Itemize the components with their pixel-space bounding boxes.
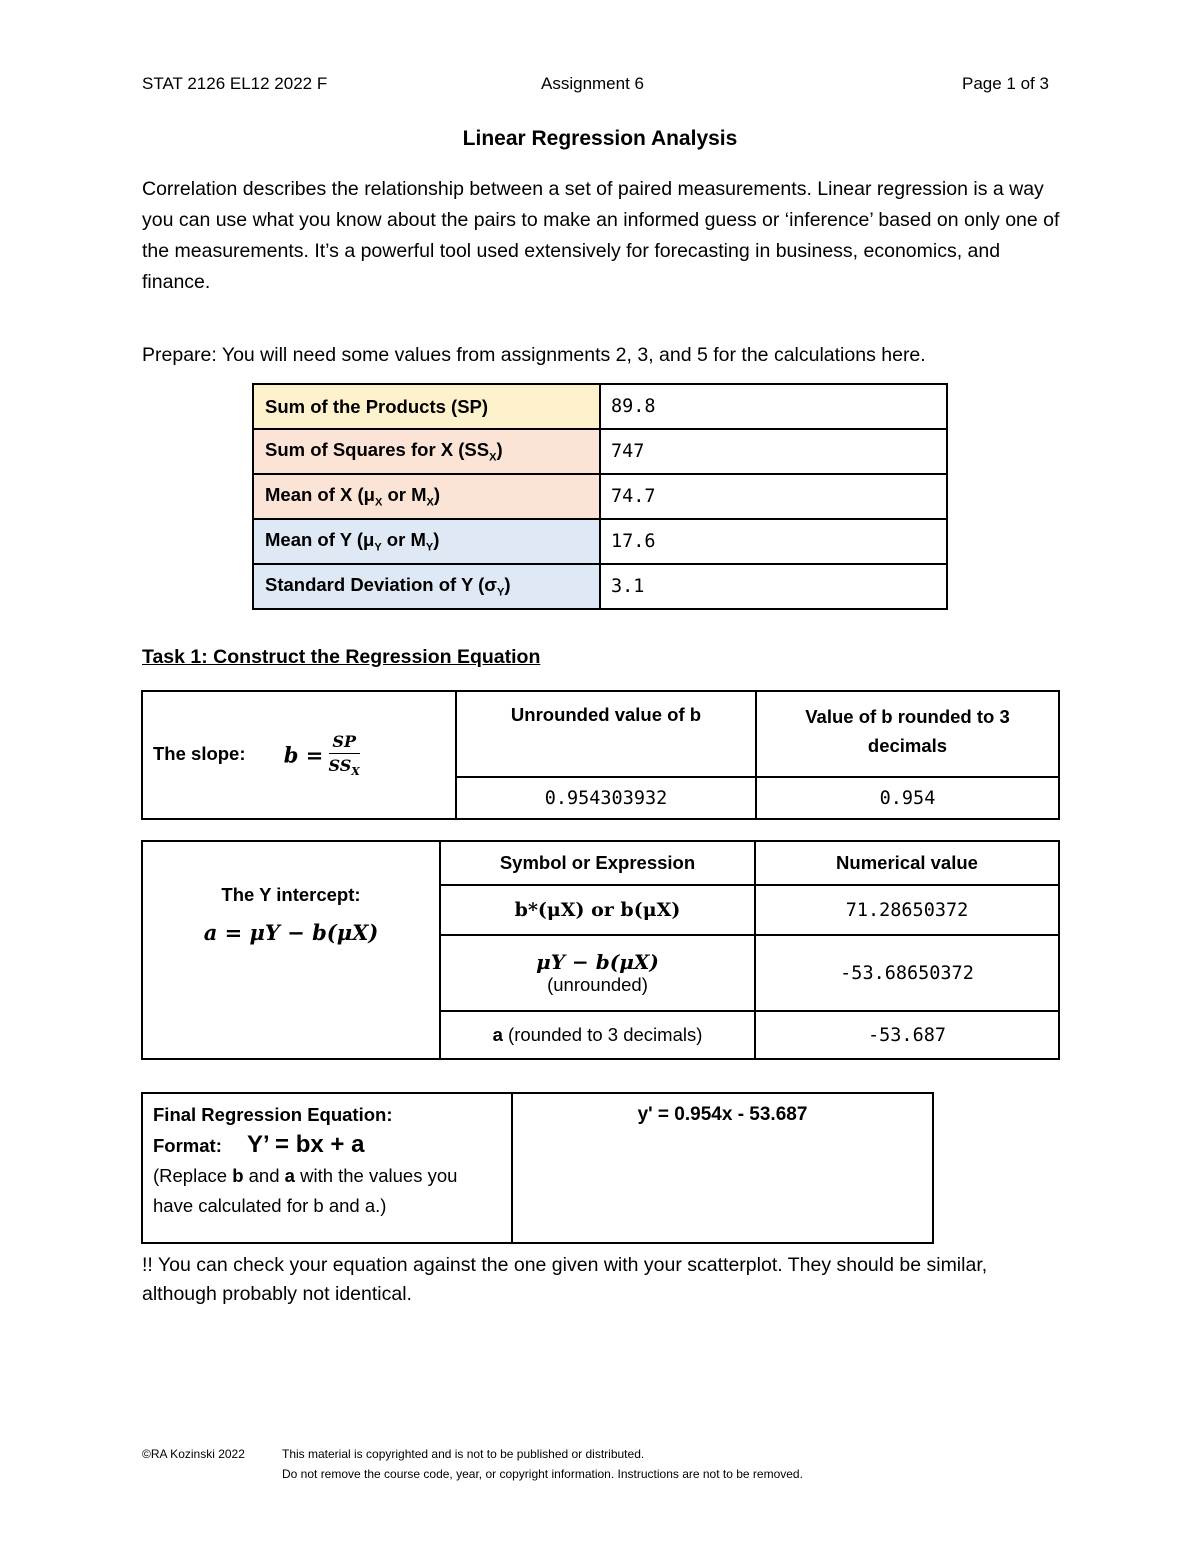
intercept-label: The Y intercept: [221,884,361,905]
intercept-formula-cell [142,841,440,1059]
table-row [142,1093,933,1243]
intercept-formula: a = μY − b(μX) [203,920,379,945]
footer-line1: This material is copyrighted and is not to be published or distributed. [282,1447,645,1461]
page-number: Page 1 of 3 [962,74,1049,93]
slope-lhs: b = [283,742,324,768]
table-row [253,519,947,564]
table-row [142,841,1059,885]
slope-table [141,690,1060,820]
sd-y-label: Standard Deviation of Y $(\sigma_Y)$ [253,564,600,609]
sp-value: 89.8 [600,384,947,429]
mean-y-value: 17.6 [600,519,947,564]
slope-label: The slope: [153,742,246,764]
table-row [253,384,947,429]
b-rounded-value: 0.954 [756,777,1059,819]
final-heading: Final Regression Equation: [153,1104,393,1125]
check-note: !! You can check your equation against the one given with your scatterplot. They should be similar, although probably not identical. [142,1254,988,1305]
row2-expression-cell [440,935,755,1011]
prepare-paragraph: Prepare: You will need some values from assignments 2, 3, and 5 for the calculations here. [142,344,926,366]
mean-x-value: 74.7 [600,474,947,519]
final-note: (Replace b and a with the values you have calculated for b and a.) [153,1165,458,1216]
b-unrounded-value: 0.954303932 [456,777,756,819]
table-row [142,691,1059,777]
assignment-label: Assignment 6 [541,74,644,93]
mean-y-label: Mean of Y ($\mu_Y$ or $M_Y$) [253,519,600,564]
sd-y-value: 3.1 [600,564,947,609]
row2-expression: μY − b(μX) [536,950,659,974]
format-line: Format: Y’ = bx + a [153,1131,365,1158]
col-unrounded-header: Unrounded value of b [456,691,756,777]
final-equation: y' = 0.954x - 53.687 [512,1093,933,1243]
final-equation-table [141,1092,934,1244]
table-row [253,429,947,474]
final-instructions-cell [142,1093,512,1243]
sp-label: Sum of the Products (SP) [253,384,600,429]
col-symbol-header: Symbol or Expression [440,841,755,885]
course-code: STAT 2126 EL12 2022 F [142,74,328,93]
ss-value: 747 [600,429,947,474]
slope-fraction: $\frac{SP}{SS_X}$ [328,731,360,779]
row1-expression: b*(μX) or b(μX) [440,885,755,935]
row2-value: -53.68650372 [755,935,1059,1011]
prepare-values-table [252,383,948,610]
format-equation: Y’ = bx + a [247,1131,365,1158]
footer-line2: Do not remove the course code, year, or copyright information. Instructions are not to be removed. [282,1467,803,1481]
table-row [253,474,947,519]
col-value-header: Numerical value [755,841,1059,885]
row1-value: 71.28650372 [755,885,1059,935]
page-title: Linear Regression Analysis [462,127,738,150]
intro-paragraph: Correlation describes the relationship between a set of paired measurements. Linear regression is a way you can use what you know about the pairs to make an informed guess or ‘inference’ based on only one of the measurements. It’s a powerful tool used extensively for forecasting in business, economics, and finance. [142,178,1060,293]
row2-note: (unrounded) [547,974,648,995]
row3-expression: a (rounded to 3 decimals) [440,1011,755,1059]
col-rounded-header: Value of b rounded to 3 decimals [756,691,1059,777]
mean-x-label: Mean of X ($\mu_X$ or $M_X$) [253,474,600,519]
slope-formula-cell [142,691,456,819]
intercept-table [141,840,1060,1060]
ss-label: Sum of Squares for X $(SS_X)$ [253,429,600,474]
row3-value: -53.687 [755,1011,1059,1059]
table-row [253,564,947,609]
task1-heading: Task 1: Construct the Regression Equation [142,646,541,668]
footer-copyright: ©RA Kozinski 2022 [142,1447,245,1461]
